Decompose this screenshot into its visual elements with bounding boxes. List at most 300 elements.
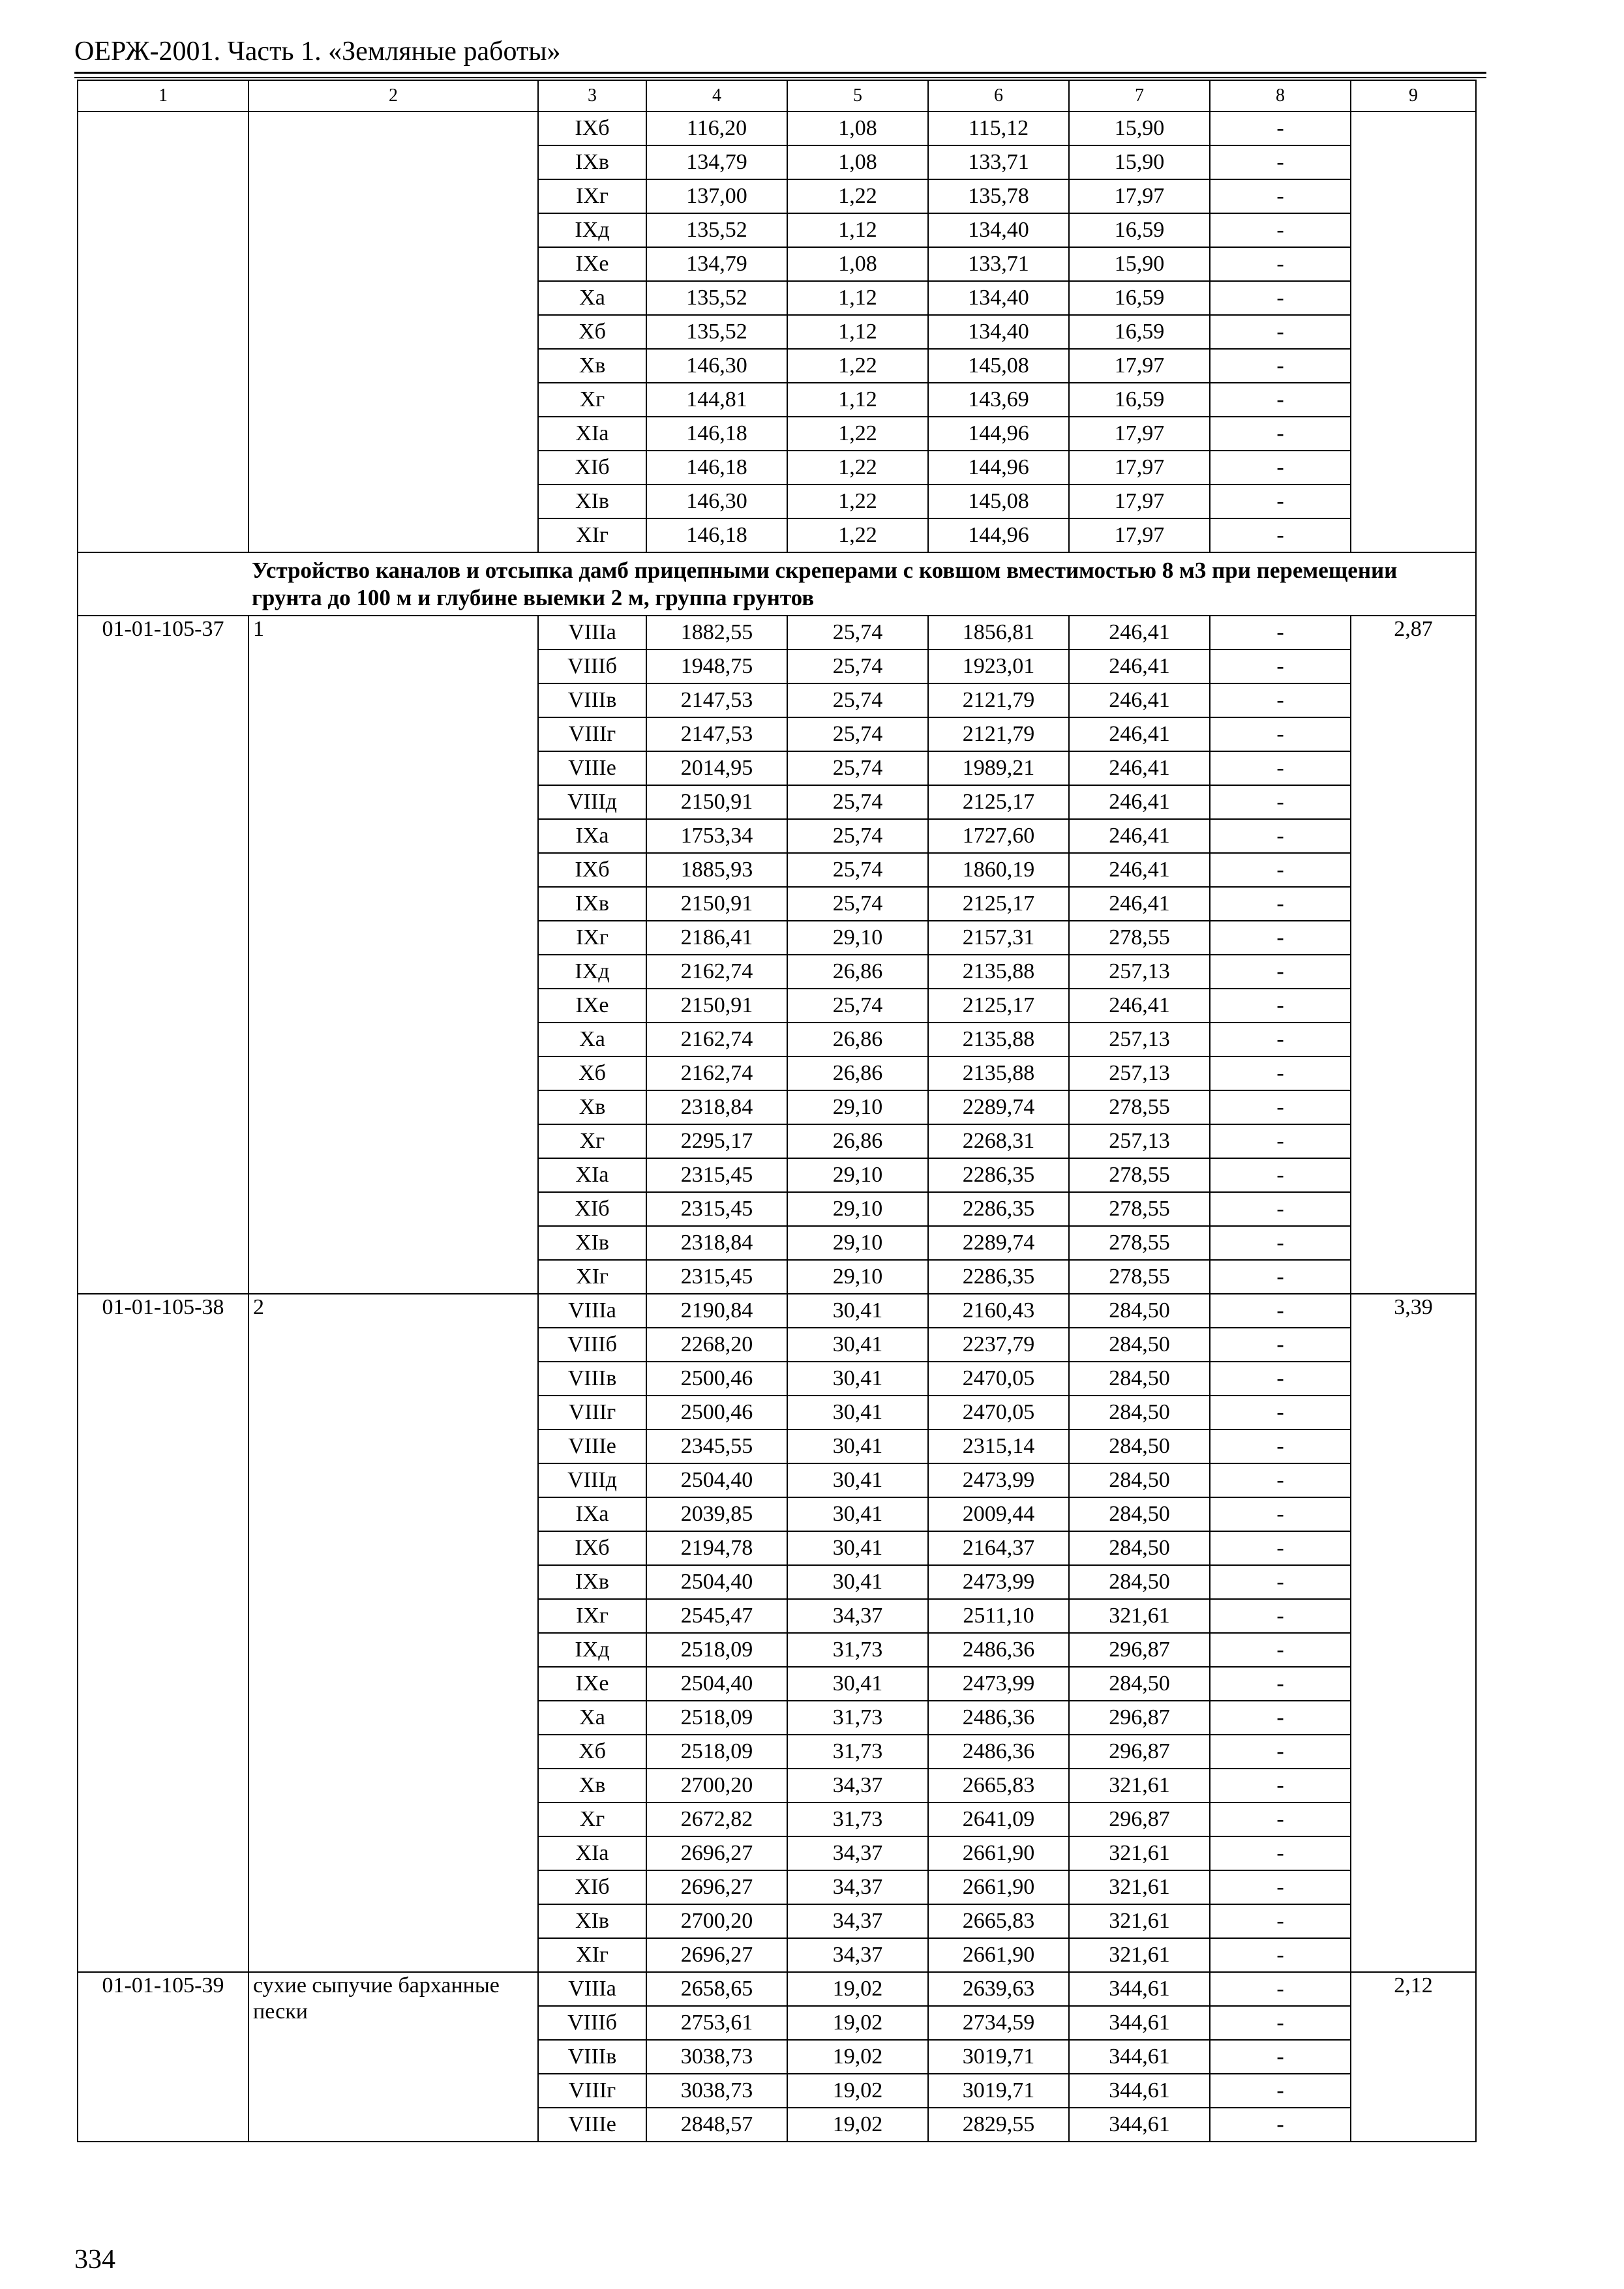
value-cell: 284,50 xyxy=(1069,1294,1210,1328)
value-cell: - xyxy=(1210,955,1351,989)
rates-table xyxy=(77,80,1477,2142)
value-cell: 3038,73 xyxy=(646,2040,787,2074)
code-cell xyxy=(78,112,248,552)
column-number-row xyxy=(78,80,1476,112)
value-cell: 133,71 xyxy=(928,247,1069,281)
value-cell: 257,13 xyxy=(1069,1124,1210,1158)
value-cell: XIа xyxy=(538,1158,646,1192)
column-number-cell: 7 xyxy=(1069,80,1210,112)
value-cell: 344,61 xyxy=(1069,2040,1210,2074)
table-row xyxy=(78,1972,1476,2006)
value-cell: - xyxy=(1210,1803,1351,1836)
value-cell: Xа xyxy=(538,1701,646,1735)
value-cell: 344,61 xyxy=(1069,1972,1210,2006)
value-cell: 257,13 xyxy=(1069,955,1210,989)
value-cell: 296,87 xyxy=(1069,1735,1210,1769)
value-cell: IXв xyxy=(538,1565,646,1599)
value-cell: 34,37 xyxy=(787,1870,928,1904)
column-number-cell: 1 xyxy=(78,80,248,112)
value-cell: 145,08 xyxy=(928,485,1069,518)
value-cell: - xyxy=(1210,485,1351,518)
value-cell: 2318,84 xyxy=(646,1090,787,1124)
value-cell: XIв xyxy=(538,1226,646,1260)
value-cell: - xyxy=(1210,451,1351,485)
value-cell: 246,41 xyxy=(1069,717,1210,751)
value-cell: 257,13 xyxy=(1069,1023,1210,1056)
value-cell: 2734,59 xyxy=(928,2006,1069,2040)
value-cell: - xyxy=(1210,2108,1351,2142)
value-cell: 2658,65 xyxy=(646,1972,787,2006)
page-header-title: ОЕРЖ-2001. Часть 1. «Земляные работы» xyxy=(74,37,561,67)
value-cell: XIв xyxy=(538,1904,646,1938)
value-cell: 246,41 xyxy=(1069,650,1210,683)
value-cell: 30,41 xyxy=(787,1497,928,1531)
value-cell: 146,30 xyxy=(646,349,787,383)
value-cell: 284,50 xyxy=(1069,1362,1210,1396)
value-cell: 1,22 xyxy=(787,451,928,485)
table-row xyxy=(78,616,1476,650)
value-cell: 25,74 xyxy=(787,887,928,921)
value-cell: 30,41 xyxy=(787,1463,928,1497)
value-cell: VIIIа xyxy=(538,616,646,650)
value-cell: VIIIд xyxy=(538,1463,646,1497)
value-cell: 246,41 xyxy=(1069,853,1210,887)
value-cell: 1,22 xyxy=(787,417,928,451)
value-cell: 2700,20 xyxy=(646,1769,787,1803)
value-cell: 246,41 xyxy=(1069,616,1210,650)
value-cell: 135,52 xyxy=(646,281,787,315)
entry-name: 2 xyxy=(248,1294,538,1972)
value-cell: - xyxy=(1210,1226,1351,1260)
header-rule xyxy=(74,72,1486,74)
value-cell: 2545,47 xyxy=(646,1599,787,1633)
value-cell: VIIIб xyxy=(538,1328,646,1362)
value-cell: 144,96 xyxy=(928,451,1069,485)
value-cell: - xyxy=(1210,1090,1351,1124)
value-cell: 2315,45 xyxy=(646,1192,787,1226)
value-cell: 134,40 xyxy=(928,315,1069,349)
value-cell: 2125,17 xyxy=(928,989,1069,1023)
value-cell: 2315,45 xyxy=(646,1260,787,1294)
value-cell: 2135,88 xyxy=(928,1056,1069,1090)
value-cell: 19,02 xyxy=(787,1972,928,2006)
value-cell: 1948,75 xyxy=(646,650,787,683)
value-cell: 146,18 xyxy=(646,518,787,552)
value-cell: 135,78 xyxy=(928,179,1069,213)
value-cell: 133,71 xyxy=(928,145,1069,179)
value-cell: 116,20 xyxy=(646,112,787,145)
value-cell: 284,50 xyxy=(1069,1667,1210,1701)
entry-code: 01-01-105-37 xyxy=(78,616,248,1294)
value-cell: - xyxy=(1210,751,1351,785)
value-cell: Xг xyxy=(538,1124,646,1158)
value-cell: 2150,91 xyxy=(646,785,787,819)
value-cell: - xyxy=(1210,717,1351,751)
value-cell: 278,55 xyxy=(1069,1192,1210,1226)
value-cell: 19,02 xyxy=(787,2108,928,2142)
value-cell: IXа xyxy=(538,1497,646,1531)
value-cell: - xyxy=(1210,247,1351,281)
value-cell: 2486,36 xyxy=(928,1633,1069,1667)
value-cell: - xyxy=(1210,1938,1351,1972)
value-cell: 1856,81 xyxy=(928,616,1069,650)
value-cell: - xyxy=(1210,1667,1351,1701)
value-cell: 146,30 xyxy=(646,485,787,518)
value-cell: - xyxy=(1210,518,1351,552)
value-cell: 278,55 xyxy=(1069,1158,1210,1192)
value-cell: 17,97 xyxy=(1069,485,1210,518)
value-cell: 2147,53 xyxy=(646,683,787,717)
value-cell: Xв xyxy=(538,349,646,383)
value-cell: XIб xyxy=(538,451,646,485)
value-cell: 2162,74 xyxy=(646,1023,787,1056)
value-cell: 30,41 xyxy=(787,1294,928,1328)
value-cell: 30,41 xyxy=(787,1429,928,1463)
value-cell: IXе xyxy=(538,247,646,281)
value-cell: 1,08 xyxy=(787,112,928,145)
value-cell: 31,73 xyxy=(787,1633,928,1667)
value-cell: 135,52 xyxy=(646,213,787,247)
value-cell: XIа xyxy=(538,1836,646,1870)
value-cell: 144,96 xyxy=(928,518,1069,552)
value-cell: 2150,91 xyxy=(646,887,787,921)
value-cell: 30,41 xyxy=(787,1396,928,1429)
value-cell: - xyxy=(1210,1158,1351,1192)
column-number-cell: 9 xyxy=(1351,80,1476,112)
value-cell: IXб xyxy=(538,112,646,145)
value-cell: - xyxy=(1210,1429,1351,1463)
value-cell: - xyxy=(1210,1124,1351,1158)
entry-name: 1 xyxy=(248,616,538,1294)
value-cell: 2160,43 xyxy=(928,1294,1069,1328)
value-cell: 2014,95 xyxy=(646,751,787,785)
value-cell: 2315,45 xyxy=(646,1158,787,1192)
value-cell: VIIIа xyxy=(538,1972,646,2006)
value-cell: 17,97 xyxy=(1069,417,1210,451)
value-cell: 2289,74 xyxy=(928,1090,1069,1124)
value-cell: - xyxy=(1210,1260,1351,1294)
value-cell: 2504,40 xyxy=(646,1667,787,1701)
value-cell: 2518,09 xyxy=(646,1735,787,1769)
value-cell: - xyxy=(1210,853,1351,887)
value-cell: 31,73 xyxy=(787,1701,928,1735)
value-cell: 2135,88 xyxy=(928,955,1069,989)
value-cell: 1,22 xyxy=(787,349,928,383)
value-cell: 25,74 xyxy=(787,989,928,1023)
value-cell: Xв xyxy=(538,1090,646,1124)
value-cell: XIг xyxy=(538,1938,646,1972)
value-cell: 2511,10 xyxy=(928,1599,1069,1633)
value-cell: 16,59 xyxy=(1069,383,1210,417)
value-cell: XIг xyxy=(538,1260,646,1294)
value-cell: 25,74 xyxy=(787,751,928,785)
table-row xyxy=(78,1294,1476,1328)
value-cell: 344,61 xyxy=(1069,2074,1210,2108)
value-cell: IXг xyxy=(538,1599,646,1633)
value-cell: 2661,90 xyxy=(928,1836,1069,1870)
value-cell: 34,37 xyxy=(787,1769,928,1803)
value-cell: 2009,44 xyxy=(928,1497,1069,1531)
value-cell: 2518,09 xyxy=(646,1633,787,1667)
value-cell: 1885,93 xyxy=(646,853,787,887)
value-cell: 2186,41 xyxy=(646,921,787,955)
value-cell: IXг xyxy=(538,179,646,213)
value-cell: 25,74 xyxy=(787,785,928,819)
value-cell: 284,50 xyxy=(1069,1497,1210,1531)
value-cell: XIб xyxy=(538,1870,646,1904)
value-cell: 29,10 xyxy=(787,1090,928,1124)
value-cell: - xyxy=(1210,417,1351,451)
value-cell: 278,55 xyxy=(1069,1090,1210,1124)
value-cell: 144,81 xyxy=(646,383,787,417)
value-cell: 17,97 xyxy=(1069,518,1210,552)
value-cell: 246,41 xyxy=(1069,989,1210,1023)
value-cell: 1727,60 xyxy=(928,819,1069,853)
value-cell: 34,37 xyxy=(787,1599,928,1633)
value-cell: 2672,82 xyxy=(646,1803,787,1836)
value-cell: 2518,09 xyxy=(646,1701,787,1735)
value-cell: 1923,01 xyxy=(928,650,1069,683)
value-cell: - xyxy=(1210,112,1351,145)
value-cell: 344,61 xyxy=(1069,2108,1210,2142)
value-cell: 296,87 xyxy=(1069,1701,1210,1735)
value-cell: 25,74 xyxy=(787,683,928,717)
value-cell: 34,37 xyxy=(787,1904,928,1938)
value-cell: 144,96 xyxy=(928,417,1069,451)
value-cell: 137,00 xyxy=(646,179,787,213)
entry-code: 01-01-105-39 xyxy=(78,1972,248,2142)
header-rule-secondary xyxy=(74,77,1486,78)
entry-coefficient: 2,87 xyxy=(1351,616,1476,1294)
value-cell: 146,18 xyxy=(646,417,787,451)
value-cell: - xyxy=(1210,145,1351,179)
value-cell: 25,74 xyxy=(787,616,928,650)
value-cell: 2268,31 xyxy=(928,1124,1069,1158)
value-cell: 2848,57 xyxy=(646,2108,787,2142)
value-cell: 30,41 xyxy=(787,1531,928,1565)
value-cell: 1,12 xyxy=(787,281,928,315)
value-cell: VIIIг xyxy=(538,1396,646,1429)
value-cell: 1,12 xyxy=(787,213,928,247)
value-cell: 146,18 xyxy=(646,451,787,485)
value-cell: 30,41 xyxy=(787,1362,928,1396)
value-cell: 2150,91 xyxy=(646,989,787,1023)
value-cell: 2665,83 xyxy=(928,1904,1069,1938)
value-cell: 296,87 xyxy=(1069,1633,1210,1667)
value-cell: 16,59 xyxy=(1069,281,1210,315)
entry-code: 01-01-105-38 xyxy=(78,1294,248,1972)
value-cell: 2470,05 xyxy=(928,1362,1069,1396)
value-cell: 2345,55 xyxy=(646,1429,787,1463)
value-cell: - xyxy=(1210,1870,1351,1904)
value-cell: - xyxy=(1210,1023,1351,1056)
value-cell: 2125,17 xyxy=(928,887,1069,921)
value-cell: 143,69 xyxy=(928,383,1069,417)
value-cell: 278,55 xyxy=(1069,1260,1210,1294)
value-cell: 134,40 xyxy=(928,281,1069,315)
section-title: Устройство каналов и отсыпка дамб прицепными скреперами с ковшом вместимостью 8 м3 при перемещении грунта до 100 м и глубине выемки 2 м, группа грунтов xyxy=(78,552,1476,616)
value-cell: 19,02 xyxy=(787,2006,928,2040)
table-row xyxy=(78,112,1476,145)
value-cell: 2295,17 xyxy=(646,1124,787,1158)
value-cell: 284,50 xyxy=(1069,1463,1210,1497)
value-cell: 2237,79 xyxy=(928,1328,1069,1362)
value-cell: 134,40 xyxy=(928,213,1069,247)
value-cell: 17,97 xyxy=(1069,349,1210,383)
value-cell: 25,74 xyxy=(787,717,928,751)
value-cell: - xyxy=(1210,179,1351,213)
value-cell: 19,02 xyxy=(787,2074,928,2108)
value-cell: 15,90 xyxy=(1069,145,1210,179)
value-cell: - xyxy=(1210,1328,1351,1362)
value-cell: XIб xyxy=(538,1192,646,1226)
value-cell: - xyxy=(1210,921,1351,955)
value-cell: 284,50 xyxy=(1069,1429,1210,1463)
section-title-row xyxy=(78,552,1476,616)
value-cell: - xyxy=(1210,616,1351,650)
value-cell: - xyxy=(1210,1362,1351,1396)
value-cell: - xyxy=(1210,785,1351,819)
value-cell: 321,61 xyxy=(1069,1769,1210,1803)
column-number-cell: 2 xyxy=(248,80,538,112)
value-cell: IXв xyxy=(538,887,646,921)
value-cell: - xyxy=(1210,1769,1351,1803)
value-cell: 2500,46 xyxy=(646,1396,787,1429)
value-cell: IXд xyxy=(538,955,646,989)
value-cell: 1882,55 xyxy=(646,616,787,650)
value-cell: - xyxy=(1210,887,1351,921)
value-cell: 2268,20 xyxy=(646,1328,787,1362)
value-cell: 2473,99 xyxy=(928,1463,1069,1497)
value-cell: 145,08 xyxy=(928,349,1069,383)
value-cell: 2753,61 xyxy=(646,2006,787,2040)
value-cell: 278,55 xyxy=(1069,1226,1210,1260)
value-cell: 17,97 xyxy=(1069,179,1210,213)
value-cell: VIIIе xyxy=(538,751,646,785)
value-cell: 1989,21 xyxy=(928,751,1069,785)
value-cell: 26,86 xyxy=(787,955,928,989)
value-cell: 2162,74 xyxy=(646,955,787,989)
value-cell: 2318,84 xyxy=(646,1226,787,1260)
value-cell: 2286,35 xyxy=(928,1260,1069,1294)
value-cell: 278,55 xyxy=(1069,921,1210,955)
value-cell: 321,61 xyxy=(1069,1836,1210,1870)
value-cell: 2039,85 xyxy=(646,1497,787,1531)
column-number-cell: 6 xyxy=(928,80,1069,112)
value-cell: VIIIв xyxy=(538,2040,646,2074)
value-cell: 321,61 xyxy=(1069,1938,1210,1972)
value-cell: 2696,27 xyxy=(646,1870,787,1904)
name-cell xyxy=(248,112,538,552)
value-cell: - xyxy=(1210,1565,1351,1599)
value-cell: Xб xyxy=(538,1735,646,1769)
value-cell: - xyxy=(1210,1735,1351,1769)
value-cell: 2665,83 xyxy=(928,1769,1069,1803)
value-cell: 2470,05 xyxy=(928,1396,1069,1429)
value-cell: 1,22 xyxy=(787,518,928,552)
value-cell: 2504,40 xyxy=(646,1463,787,1497)
value-cell: 26,86 xyxy=(787,1056,928,1090)
value-cell: 2121,79 xyxy=(928,717,1069,751)
value-cell: - xyxy=(1210,281,1351,315)
value-cell: 134,79 xyxy=(646,145,787,179)
value-cell: 2162,74 xyxy=(646,1056,787,1090)
value-cell: - xyxy=(1210,1463,1351,1497)
value-cell: - xyxy=(1210,2074,1351,2108)
value-cell: 26,86 xyxy=(787,1124,928,1158)
value-cell: 2661,90 xyxy=(928,1938,1069,1972)
column-number-cell: 3 xyxy=(538,80,646,112)
value-cell: 2700,20 xyxy=(646,1904,787,1938)
value-cell: 246,41 xyxy=(1069,683,1210,717)
rates-table-body xyxy=(78,80,1476,2142)
value-cell: Xа xyxy=(538,281,646,315)
value-cell: 1,22 xyxy=(787,179,928,213)
value-cell: - xyxy=(1210,1972,1351,2006)
value-cell: 25,74 xyxy=(787,650,928,683)
value-cell: IXг xyxy=(538,921,646,955)
value-cell: 3019,71 xyxy=(928,2074,1069,2108)
value-cell: VIIIв xyxy=(538,1362,646,1396)
value-cell: - xyxy=(1210,1497,1351,1531)
column-number-cell: 5 xyxy=(787,80,928,112)
value-cell: 257,13 xyxy=(1069,1056,1210,1090)
value-cell: 2639,63 xyxy=(928,1972,1069,2006)
value-cell: 29,10 xyxy=(787,1260,928,1294)
value-cell: 2121,79 xyxy=(928,683,1069,717)
value-cell: - xyxy=(1210,1633,1351,1667)
value-cell: 284,50 xyxy=(1069,1328,1210,1362)
page-number: 334 xyxy=(74,2245,115,2275)
value-cell: 2190,84 xyxy=(646,1294,787,1328)
value-cell: 19,02 xyxy=(787,2040,928,2074)
value-cell: 2641,09 xyxy=(928,1803,1069,1836)
value-cell: 2286,35 xyxy=(928,1192,1069,1226)
value-cell: - xyxy=(1210,650,1351,683)
value-cell: 2147,53 xyxy=(646,717,787,751)
value-cell: 2696,27 xyxy=(646,1938,787,1972)
value-cell: 135,52 xyxy=(646,315,787,349)
value-cell: 246,41 xyxy=(1069,785,1210,819)
value-cell: 284,50 xyxy=(1069,1396,1210,1429)
value-cell: 17,97 xyxy=(1069,451,1210,485)
value-cell: - xyxy=(1210,989,1351,1023)
value-cell: 29,10 xyxy=(787,1226,928,1260)
value-cell: 134,79 xyxy=(646,247,787,281)
value-cell: IXд xyxy=(538,213,646,247)
value-cell: IXб xyxy=(538,853,646,887)
value-cell: - xyxy=(1210,819,1351,853)
value-cell: - xyxy=(1210,349,1351,383)
value-cell: - xyxy=(1210,315,1351,349)
value-cell: - xyxy=(1210,213,1351,247)
value-cell: 2486,36 xyxy=(928,1701,1069,1735)
value-cell: 246,41 xyxy=(1069,819,1210,853)
value-cell: VIIIд xyxy=(538,785,646,819)
coefficient-cell xyxy=(1351,112,1476,552)
entry-coefficient: 2,12 xyxy=(1351,1972,1476,2142)
entry-coefficient: 3,39 xyxy=(1351,1294,1476,1972)
value-cell: 246,41 xyxy=(1069,751,1210,785)
value-cell: Xб xyxy=(538,1056,646,1090)
value-cell: 2135,88 xyxy=(928,1023,1069,1056)
value-cell: 344,61 xyxy=(1069,2006,1210,2040)
value-cell: 2486,36 xyxy=(928,1735,1069,1769)
value-cell: 29,10 xyxy=(787,921,928,955)
value-cell: IXб xyxy=(538,1531,646,1565)
value-cell: IXд xyxy=(538,1633,646,1667)
value-cell: 16,59 xyxy=(1069,315,1210,349)
